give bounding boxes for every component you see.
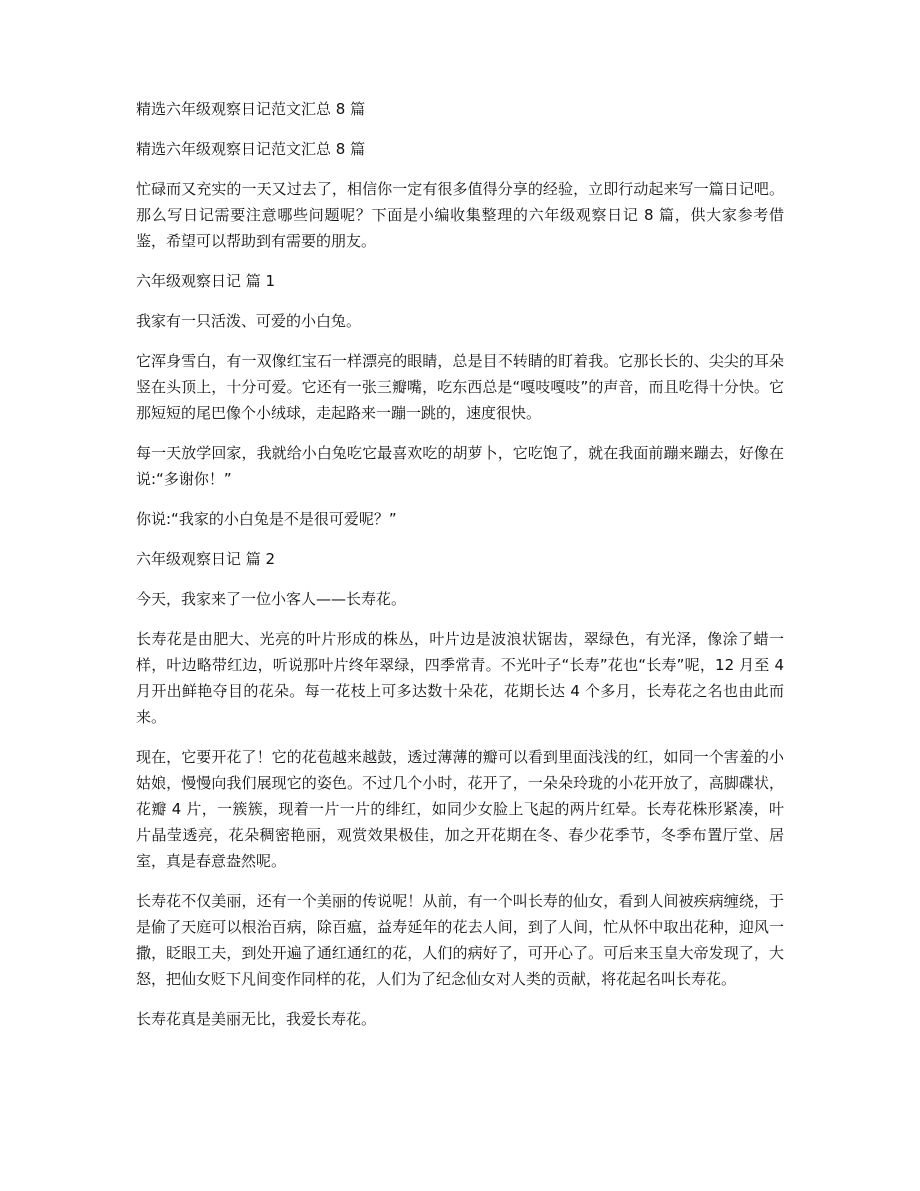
section-2-paragraph: 长寿花不仅美丽，还有一个美丽的传说呢！从前，有一个叫长寿的仙女，看到人间被疾病缠绕，于是偷了天庭可以根治百病，除百瘟，益寿延年的花去人间，到了人间，忙从怀中取出花种，迎风一撒，眨眼工夫，到处开遍了通红通红的花，人们的病好了，可开心了。可后来玉皇大帝发现了，大怒，把仙女贬下凡间变作同样的花，人们为了纪念仙女对人类的贡献，将花起名叫长寿花。 bbox=[136, 892, 784, 988]
document-page bbox=[136, 96, 784, 1046]
section-1-paragraph: 我家有一只活泼、可爱的小白兔。 bbox=[136, 312, 362, 330]
section-2-paragraph: 长寿花真是美丽无比，我爱长寿花。 bbox=[136, 1010, 377, 1028]
section-1-paragraph: 你说:“我家的小白兔是不是很可爱呢？” bbox=[136, 510, 397, 528]
section-1-heading: 六年级观察日记 篇 1 bbox=[136, 272, 276, 290]
section-2-paragraph: 长寿花是由肥大、光亮的叶片形成的株丛，叶片边是波浪状锯齿，翠绿色，有光泽，像涂了蜡一样，叶边略带红边，听说那叶片终年翠绿，四季常青。不光叶子“长寿”花也“长寿”呢，12 月至 4 月开出鲜艳夺目的花朵。每一花枝上可多达数十朵花，花期长达 4 个多月，长寿花之名也由此而来。 bbox=[136, 630, 784, 726]
document-title: 精选六年级观察日记范文汇总 8 篇 bbox=[136, 100, 366, 118]
section-2-heading: 六年级观察日记 篇 2 bbox=[136, 550, 276, 568]
section-1-paragraph: 它浑身雪白，有一双像红宝石一样漂亮的眼睛，总是目不转睛的盯着我。它那长长的、尖尖的耳朵竖在头顶上，十分可爱。它还有一张三瓣嘴，吃东西总是“嘎吱嘎吱”的声音，而且吃得十分快。它那短短的尾巴像个小绒球，走起路来一蹦一跳的，速度很快。 bbox=[136, 352, 784, 422]
intro-paragraph: 忙碌而又充实的一天又过去了，相信你一定有很多值得分享的经验，立即行动起来写一篇日记吧。那么写日记需要注意哪些问题呢？下面是小编收集整理的六年级观察日记 8 篇，供大家参考借鉴，希望可以帮助到有需要的朋友。 bbox=[136, 180, 784, 250]
section-2-paragraph: 现在，它要开花了！它的花苞越来越鼓，透过薄薄的瓣可以看到里面浅浅的红，如同一个害羞的小姑娘，慢慢向我们展现它的姿色。不过几个小时，花开了，一朵朵玲珑的小花开放了，高脚碟状，花瓣 4 片，一簇簇，现着一片一片的绯红，如同少女脸上飞起的两片红晕。长寿花株形紧凑，叶片晶莹透亮，花朵稠密艳丽，观赏效果极佳，加之开花期在冬、春少花季节，冬季布置厅堂、居室，真是春意盎然呢。 bbox=[136, 748, 784, 870]
document-subtitle: 精选六年级观察日记范文汇总 8 篇 bbox=[136, 140, 366, 158]
section-1-paragraph: 每一天放学回家，我就给小白兔吃它最喜欢吃的胡萝卜，它吃饱了，就在我面前蹦来蹦去，好像在说:“多谢你！” bbox=[136, 444, 784, 488]
section-2-paragraph: 今天，我家来了一位小客人——长寿花。 bbox=[136, 590, 407, 608]
